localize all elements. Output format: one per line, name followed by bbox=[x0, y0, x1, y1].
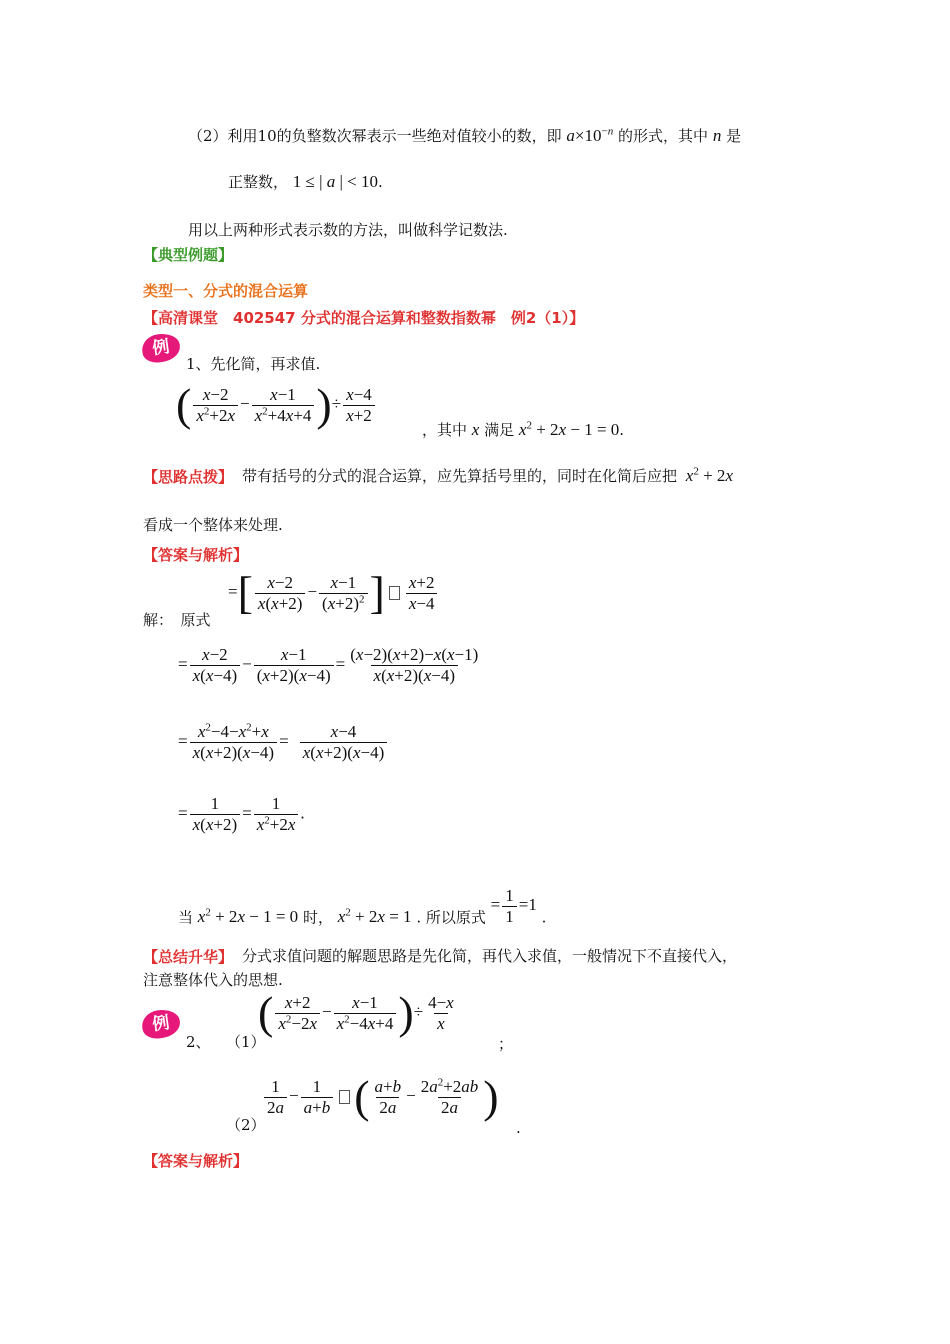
intro-item2-line2: 正整数， 1 ≤ | a | < 10. bbox=[228, 172, 383, 191]
example2-part2-expression: $\frac{1}{2a}$ − $\frac{1}{a+b}$ ( $\frac{a+b}{2a}$ − $\frac{2a^2+2ab}{2a}$ ) bbox=[262, 1074, 499, 1120]
summary-text-2: 注意整体代入的思想. bbox=[143, 971, 283, 989]
summary-tag: 【总结升华】 bbox=[143, 948, 234, 966]
answer-tag: 【答案与解析】 bbox=[143, 546, 249, 564]
example1-expression: ( $\frac{x-2}{x^2+2x}$ − $\frac{x-1}{x^2+4x+4}$ )÷ $\frac{x-4}{x+2}$ bbox=[176, 382, 377, 428]
solution-conclusion: 当 $x^2 + 2x - 1 = 0$ 时， $x^2 + 2x = 1$ . 所以原式 = $\frac{1}{1}$ =1 . bbox=[178, 886, 547, 927]
example2-part2-label: （2） bbox=[226, 1116, 266, 1134]
course-reference: 【高清课堂 402547 分式的混合运算和整数指数幂 例2（1）】 bbox=[143, 309, 585, 327]
solution-step-3: = $\frac{x^2-4-x^2+x}{x(x+2)(x-4)}$ = $\frac{x-4}{x(x+2)(x-4)}$ bbox=[178, 722, 398, 763]
answer-tag-2: 【答案与解析】 bbox=[143, 1152, 249, 1170]
intro-summary: 用以上两种形式表示数的方法，叫做科学记数法. bbox=[188, 221, 508, 239]
example-badge: 例 bbox=[140, 331, 182, 364]
math-abs-range: 1 ≤ | a | < 10 bbox=[292, 172, 379, 191]
solution-step-2: = $\frac{x-2}{x(x-4)}$ − $\frac{x-1}{(x+2)(x-4)}$ = $\frac{(x-2)(x+2)-x(x-1)}{x(x+2)(x-4)}$ bbox=[178, 645, 479, 685]
hint-text-2: 看成一个整体来处理. bbox=[143, 516, 283, 534]
example2-num: 2、 bbox=[186, 1033, 211, 1051]
example2-badge: 例 bbox=[140, 1007, 182, 1040]
solution-step-1: =[ $\frac{x-2}{x(x+2)}$ − $\frac{x-1}{(x+2)^2}$ ] $\frac{x+2}{x-4}$ bbox=[228, 570, 439, 616]
example1-title: 1、先化简，再求值. bbox=[186, 355, 321, 373]
hint-tag: 【思路点拨】 bbox=[143, 468, 234, 486]
solution-step-4: = $\frac{1}{x(x+2)}$ = $\frac{1}{x^2+2x}$ . bbox=[178, 794, 305, 834]
section-typical-examples: 【典型例题】 bbox=[143, 246, 234, 264]
example2-part1-label: （1） bbox=[226, 1033, 266, 1051]
section-type1: 类型一、分式的混合运算 bbox=[143, 282, 309, 300]
summary-text: 分式求值问题的解题思路是先化简，再代入求值，一般情况下不直接代入， bbox=[242, 947, 738, 965]
example2-part1-expression: ( $\frac{x+2}{x^2-2x}$ − $\frac{x-1}{x^2-4x+4}$ )÷ $\frac{4-x}{x}$ bbox=[258, 987, 454, 1038]
hint-text: 带有括号的分式的混合运算，应先算括号里的，同时在化简后应把 $x^2 + 2x$ bbox=[242, 465, 733, 485]
solution-label: 解： 原式 bbox=[143, 611, 211, 629]
intro-item2: （2）利用10的负整数次幂表示一些绝对值较小的数，即 $a\times 10^{-n}$ 的形式，其中 n 是 bbox=[188, 125, 742, 145]
example1-condition: ，其中 x 满足 $x^2 + 2x - 1 = 0$. bbox=[422, 419, 625, 439]
math-a-times-10: $a\times 10^{-n}$ bbox=[566, 125, 614, 145]
